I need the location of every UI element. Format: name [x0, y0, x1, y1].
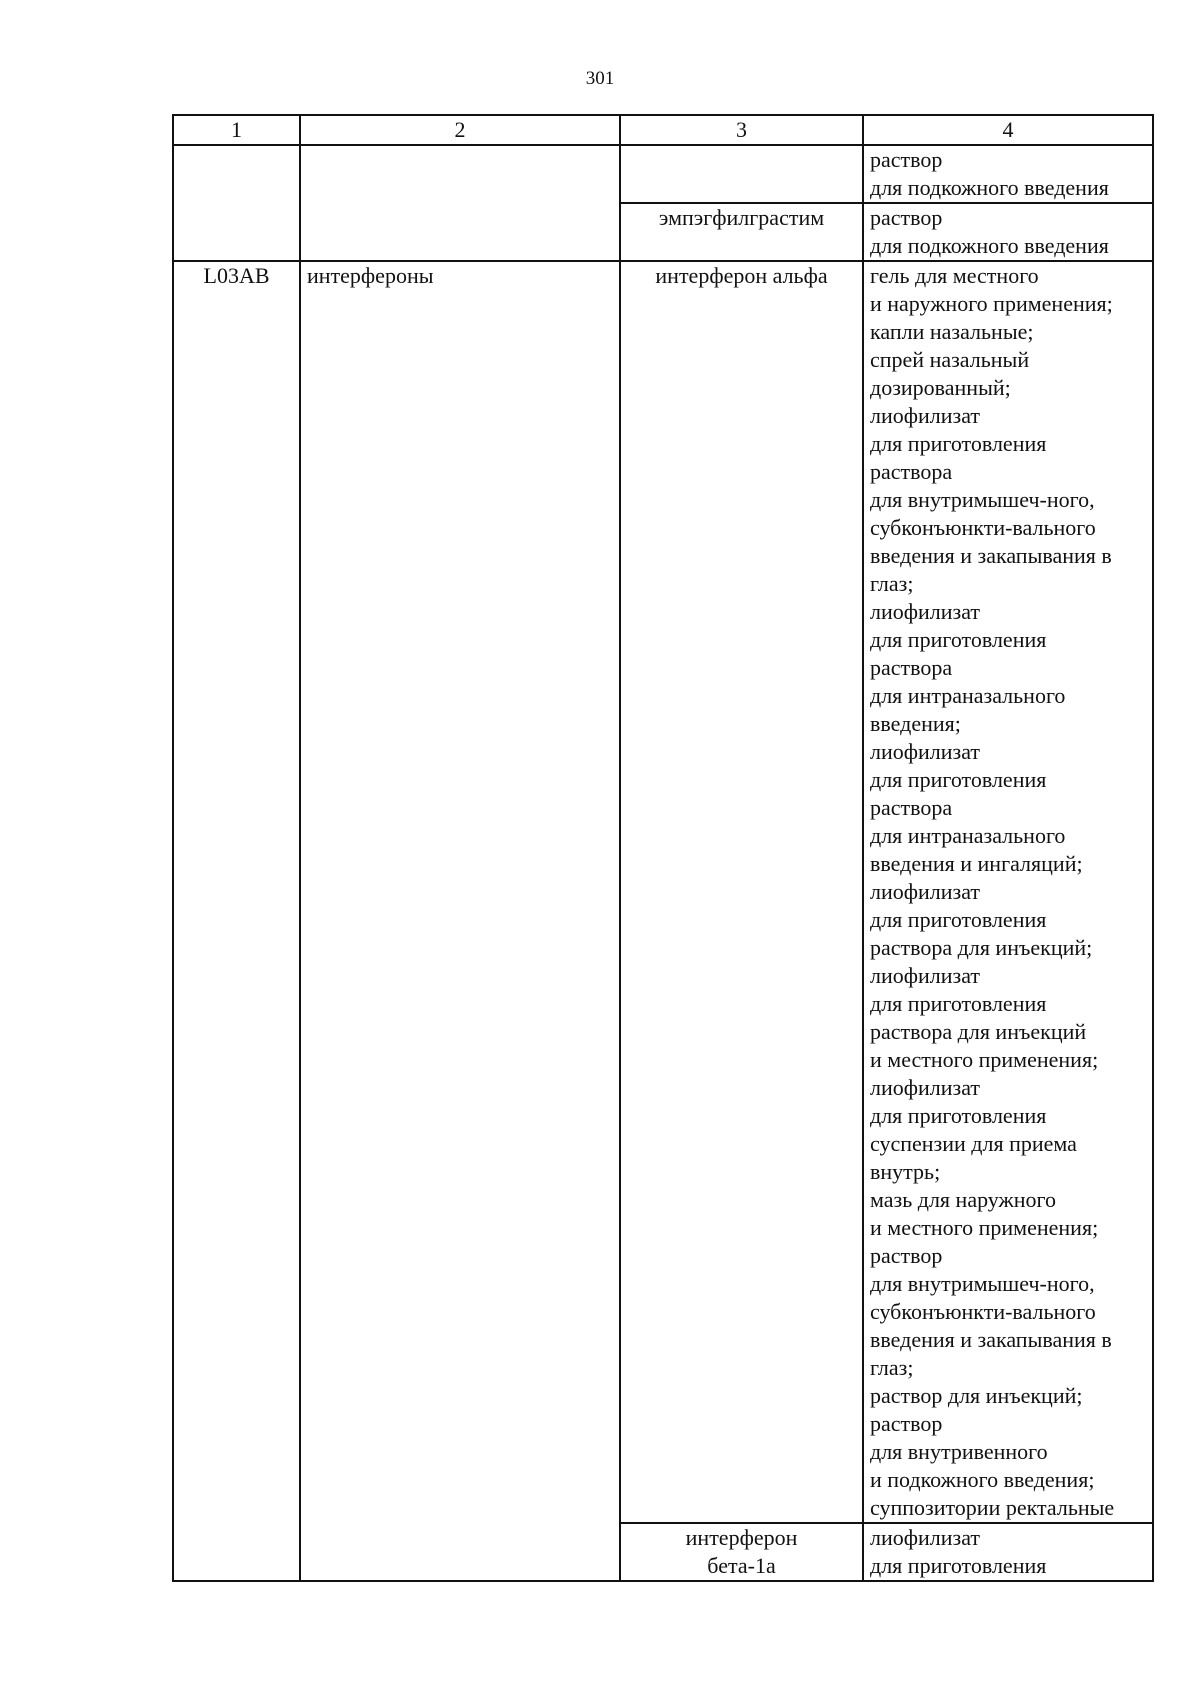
substance-line: бета-1а	[707, 1553, 776, 1578]
dosage-form-line: внутрь;	[870, 1159, 941, 1184]
dosage-form-line: спрей назальный	[870, 347, 1030, 372]
column-header-4: 4	[863, 115, 1153, 145]
dosage-form-line: и местного применения;	[870, 1047, 1099, 1072]
dosage-form-line: введения и ингаляций;	[870, 851, 1083, 876]
column-header-2: 2	[300, 115, 620, 145]
dosage-form-line: суспензии для приема	[870, 1131, 1077, 1156]
dosage-form-line: лиофилизат	[870, 403, 981, 428]
dosage-form-line: субконъюнкти-вального	[870, 1299, 1096, 1324]
dosage-form-line: и наружного применения;	[870, 291, 1113, 316]
dosage-form-line: для интраназального	[870, 683, 1066, 708]
dosage-forms-cell	[863, 203, 1153, 261]
dosage-form-line: дозированный;	[870, 375, 1011, 400]
group-cell: интерфероны	[300, 261, 620, 1581]
dosage-form-line: раствор	[870, 147, 943, 172]
header-row	[173, 115, 1153, 145]
dosage-form-line: раствора для инъекций;	[870, 935, 1093, 960]
dosage-form-line: для приготовления	[870, 991, 1047, 1016]
dosage-form-line: для интраназального	[870, 823, 1066, 848]
substance-cell: эмпэгфилграстим	[620, 203, 863, 261]
dosage-form-line: для внутримышеч-ного,	[870, 487, 1095, 512]
drug-table	[172, 114, 1154, 1582]
dosage-form-line: раствор	[870, 205, 943, 230]
table-row	[173, 145, 1153, 203]
dosage-forms-cell	[863, 145, 1153, 203]
dosage-form-line: и местного применения;	[870, 1215, 1099, 1240]
column-header-1: 1	[173, 115, 300, 145]
dosage-form-line: лиофилизат	[870, 963, 981, 988]
atc-code-cell: L03AB	[173, 261, 300, 1581]
dosage-form-line: для приготовления	[870, 1553, 1047, 1578]
dosage-form-line: раствор для инъекций;	[870, 1383, 1083, 1408]
substance-cell: интерферон альфа	[620, 261, 863, 1523]
dosage-form-line: лиофилизат	[870, 1525, 981, 1550]
group-cell	[300, 145, 620, 261]
dosage-form-line: для приготовления	[870, 907, 1047, 932]
dosage-form-line: лиофилизат	[870, 1075, 981, 1100]
dosage-forms-cell	[863, 261, 1153, 1523]
dosage-form-line: мазь для наружного	[870, 1187, 1056, 1212]
dosage-form-line: для приготовления	[870, 627, 1047, 652]
dosage-form-line: раствора	[870, 459, 953, 484]
dosage-form-line: лиофилизат	[870, 739, 981, 764]
atc-code-cell	[173, 145, 300, 261]
dosage-form-line: для подкожного введения	[870, 175, 1109, 200]
substance-cell	[620, 145, 863, 203]
dosage-form-line: введения и закапывания в	[870, 1327, 1112, 1352]
dosage-forms-cell	[863, 1523, 1153, 1581]
dosage-form-line: для внутривенного	[870, 1439, 1048, 1464]
dosage-form-line: для подкожного введения	[870, 233, 1109, 258]
dosage-form-line: гель для местного	[870, 263, 1039, 288]
dosage-form-line: лиофилизат	[870, 879, 981, 904]
dosage-form-line: лиофилизат	[870, 599, 981, 624]
dosage-form-line: для внутримышеч-ного,	[870, 1271, 1095, 1296]
dosage-form-line: раствора	[870, 795, 953, 820]
substance-line: интерферон	[685, 1525, 798, 1550]
dosage-form-line: капли назальные;	[870, 319, 1034, 344]
dosage-form-line: глаз;	[870, 571, 914, 596]
dosage-form-line: для приготовления	[870, 767, 1047, 792]
substance-cell	[620, 1523, 863, 1581]
dosage-form-line: для приготовления	[870, 431, 1047, 456]
dosage-form-line: субконъюнкти-вального	[870, 515, 1096, 540]
dosage-form-line: введения и закапывания в	[870, 543, 1112, 568]
dosage-form-line: раствор	[870, 1411, 943, 1436]
column-header-3: 3	[620, 115, 863, 145]
table-row	[173, 261, 1153, 1523]
dosage-form-line: суппозитории ректальные	[870, 1495, 1115, 1520]
dosage-form-line: раствора для инъекций	[870, 1019, 1087, 1044]
dosage-form-line: введения;	[870, 711, 961, 736]
dosage-form-line: раствор	[870, 1243, 943, 1268]
dosage-form-line: для приготовления	[870, 1103, 1047, 1128]
dosage-form-line: глаз;	[870, 1355, 914, 1380]
dosage-form-line: раствора	[870, 655, 953, 680]
dosage-form-line: и подкожного введения;	[870, 1467, 1095, 1492]
page-number: 301	[585, 68, 615, 89]
